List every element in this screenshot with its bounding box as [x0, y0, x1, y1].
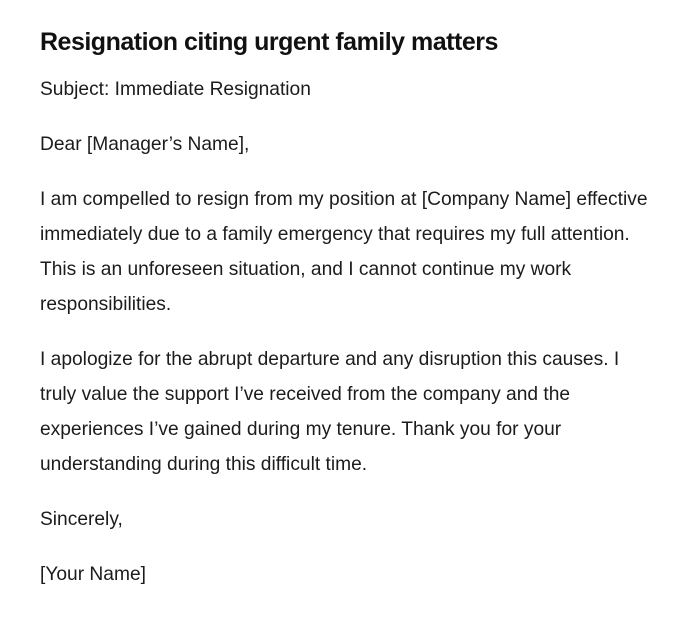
letter-body-paragraph: I apologize for the abrupt departure and any disruption this causes. I truly value the support I’ve received from the company and the experiences I’ve gained during my tenure. Thank you for your understanding during this difficult time.: [40, 349, 620, 475]
letter-title: Resignation citing urgent family matters: [40, 28, 498, 56]
letter-closing: Sincerely,: [40, 509, 123, 530]
letter-salutation: Dear [Manager’s Name],: [40, 134, 250, 155]
letter-signature: [Your Name]: [40, 564, 146, 585]
letter-subject: Subject: Immediate Resignation: [40, 79, 311, 100]
letter-body-paragraph: I am compelled to resign from my position at [Company Name] effective immediately due to a family emergency that requires my full attention. This is an unforeseen situation, and I cannot continue my work responsibilities.: [40, 189, 648, 315]
